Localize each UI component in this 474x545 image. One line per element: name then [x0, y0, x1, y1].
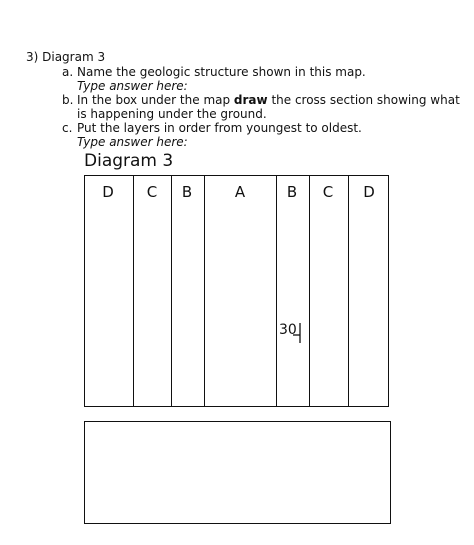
item-b-marker: b. [62, 93, 74, 107]
band-label-b-left: B [181, 183, 193, 201]
question-heading: 3) Diagram 3 [26, 50, 106, 64]
band-boundary [309, 176, 310, 406]
item-b-text [77, 93, 460, 107]
item-a-answer-prompt[interactable]: Type answer here: [77, 79, 188, 93]
band-boundary [348, 176, 349, 406]
diagram-title: Diagram 3 [84, 151, 174, 171]
item-c-marker: c. [62, 121, 73, 135]
item-b-text-bold: draw [233, 93, 268, 107]
band-label-b-right: B [286, 183, 298, 201]
cross-section-answer-box[interactable] [84, 421, 391, 524]
dip-value-label: 30 [279, 322, 297, 338]
item-c-text: Put the layers in order from youngest to oldest. [77, 121, 362, 135]
band-boundary [204, 176, 205, 406]
item-b-text-line2: is happening under the ground. [77, 107, 267, 121]
band-label-d-right: D [363, 183, 375, 201]
item-c-answer-prompt[interactable]: Type answer here: [77, 135, 188, 149]
geologic-map [84, 175, 389, 407]
item-a-marker: a. [62, 65, 74, 79]
band-boundary [133, 176, 134, 406]
item-a-text: Name the geologic structure shown in this map. [77, 65, 366, 79]
band-label-c-right: C [322, 183, 334, 201]
band-label-a: A [234, 183, 246, 201]
band-label-d-left: D [102, 183, 114, 201]
item-b-text-before: In the box under the map [77, 93, 234, 107]
item-b-text-after: the cross section showing what [267, 93, 460, 107]
band-boundary [276, 176, 277, 406]
band-label-c-left: C [146, 183, 158, 201]
band-boundary [171, 176, 172, 406]
strike-dip-symbol [291, 322, 309, 344]
